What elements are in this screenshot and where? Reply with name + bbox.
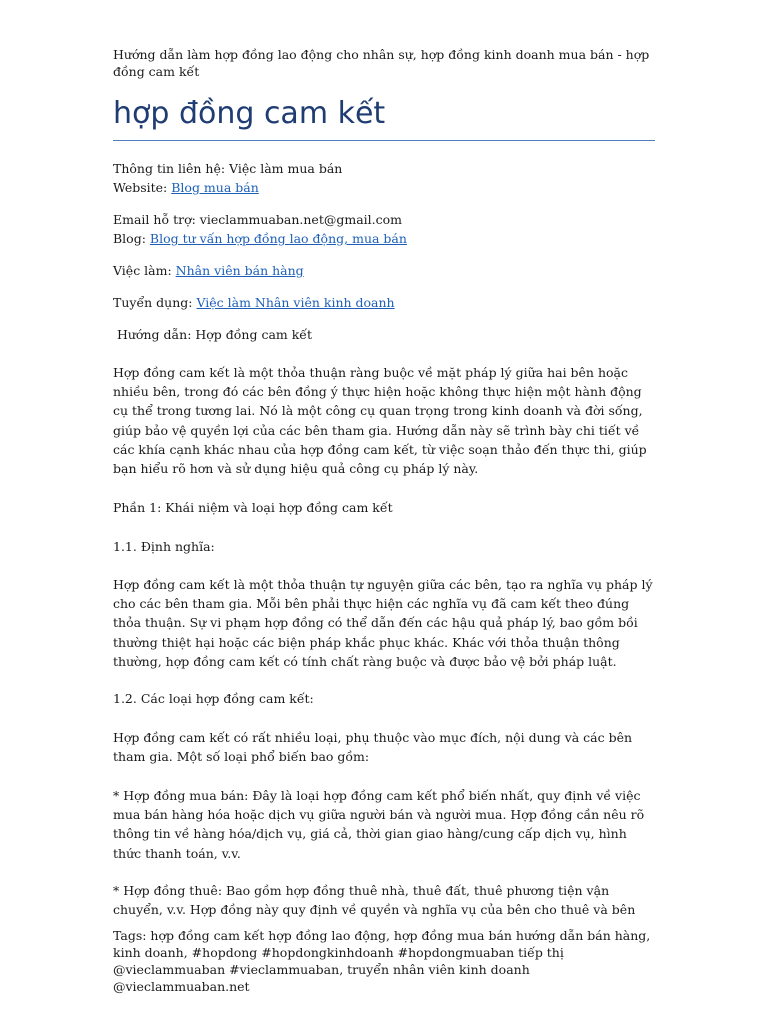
guide-line: Hướng dẫn: Hợp đồng cam kết bbox=[113, 327, 313, 342]
section-1-1-body: Hợp đồng cam kết là một thỏa thuận tự nguyện giữa các bên, tạo ra nghĩa vụ pháp lý cho các bên tham gia. Mỗi bên phải thực hiện các nghĩa vụ đã cam kết theo đúng thỏa thuận. Sự vi phạm hợp đồng có thể dẫn đến các hậu quả pháp lý, bao gồm bồi thường thiệt hại hoặc các biện pháp khắc phục khác. Khác với thỏa thuận thông thường, hợp đồng cam kết có tính chất ràng buộc và được bảo vệ bởi pháp luật. bbox=[113, 577, 653, 669]
contact-info-block bbox=[113, 159, 658, 197]
section-1-2-body: Hợp đồng cam kết có rất nhiều loại, phụ thuộc vào mục đích, nội dung và các bên tham gia. Một số loại phổ biến bao gồm: bbox=[113, 730, 633, 765]
part1-heading: Phần 1: Khái niệm và loại hợp đồng cam kết bbox=[113, 500, 393, 515]
bullet-purchase-contract: * Hợp đồng mua bán: Đây là loại hợp đồng cam kết phổ biến nhất, quy định về việc mua bán hàng hóa hoặc dịch vụ giữa người bán và người mua. Hợp đồng cần nêu rõ thông tin về hàng hóa/dịch vụ, giá cả, thời gian giao hàng/cung cấp dịch vụ, hình thức thanh toán, v.v. bbox=[113, 788, 645, 861]
bullet-lease-contract: * Hợp đồng thuê: Bao gồm hợp đồng thuê nhà, thuê đất, thuê phương tiện vận chuyển, v.v. Hợp đồng này quy định về quyền và nghĩa vụ của bên cho thuê và bên bbox=[113, 883, 636, 918]
job-line bbox=[113, 261, 658, 280]
job-label: Việc làm: bbox=[113, 263, 176, 278]
intro-paragraph: Hợp đồng cam kết là một thỏa thuận ràng buộc về mặt pháp lý giữa hai bên hoặc nhiều bên, trong đó các bên đồng ý thực hiện hoặc không thực hiện một hành động cụ thể trong tương lai. Nó là một công cụ quan trọng trong kinh doanh và đời sống, giúp bảo vệ quyền lợi của các bên tham gia. Hướng dẫn này sẽ trình bày chi tiết về các khía cạnh khác nhau của hợp đồng cam kết, từ việc soạn thảo đến thực thi, giúp bạn hiểu rõ hơn và sử dụng hiệu quả công cụ pháp lý này. bbox=[113, 365, 647, 477]
website-link[interactable]: Blog mua bán bbox=[171, 180, 259, 195]
section-1-1-heading: 1.1. Định nghĩa: bbox=[113, 539, 215, 554]
job-link[interactable]: Nhân viên bán hàng bbox=[175, 263, 304, 278]
section-1-2-heading: 1.2. Các loại hợp đồng cam kết: bbox=[113, 691, 314, 706]
blog-label: Blog: bbox=[113, 231, 150, 246]
website-line bbox=[113, 178, 658, 197]
website-label: Website: bbox=[113, 180, 172, 195]
recruit-label: Tuyển dụng: bbox=[113, 295, 197, 310]
recruit-link[interactable]: Việc làm Nhân viên kinh doanh bbox=[196, 295, 395, 310]
contact-info-label: Thông tin liên hệ: bbox=[113, 161, 230, 176]
blog-link[interactable]: Blog tư vấn hợp đồng lao động, mua bán bbox=[149, 231, 407, 246]
email-line bbox=[113, 210, 658, 229]
document-header-text: Hướng dẫn làm hợp đồng lao động cho nhân sự, hợp đồng kinh doanh mua bán - hợp đồng cam kết bbox=[113, 47, 650, 79]
blog-line bbox=[113, 229, 658, 248]
email-value: vieclammuaban.net@gmail.com bbox=[199, 212, 403, 227]
contact-info-line bbox=[113, 159, 658, 178]
email-label: Email hỗ trợ: bbox=[113, 212, 200, 227]
contact-info-value: Việc làm mua bán bbox=[229, 161, 343, 176]
tags-footer: Tags: hợp đồng cam kết hợp đồng lao động, hợp đồng mua bán hướng dẫn bán hàng, kinh doanh, #hopdong #hopdongkinhdoanh #hopdongmuaban tiếp thị @vieclammuaban #vieclammuaban, truyển nhân viên kinh doanh @vieclammuaban.net bbox=[113, 928, 651, 994]
support-block bbox=[113, 210, 658, 248]
recruit-line bbox=[113, 293, 658, 312]
document-title: hợp đồng cam kết bbox=[113, 94, 655, 141]
